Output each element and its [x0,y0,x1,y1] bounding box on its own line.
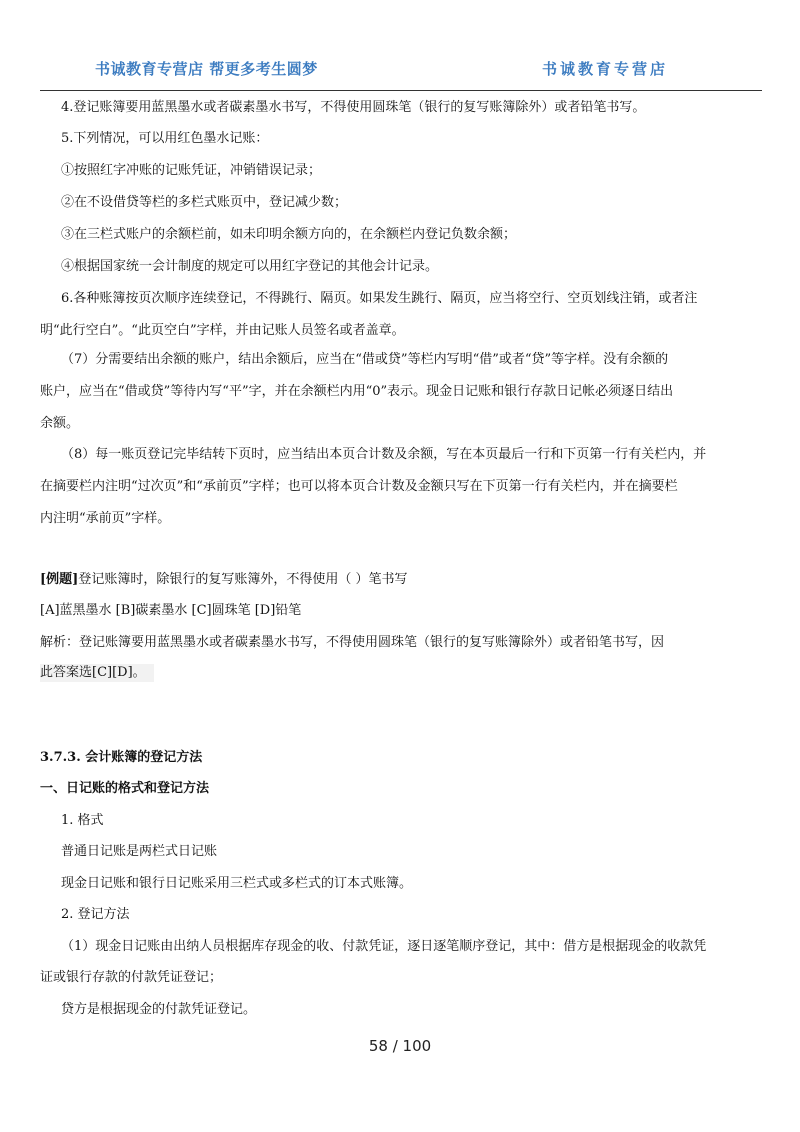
header-store-name: 书诚教育专营店 [542,60,669,78]
format-text-2: 现金日记账和银行日记账采用三栏式或多栏式的订本式账簿。 [61,876,413,891]
rule-line-6a: 6.各种账簿按页次顺序连续登记，不得跳行、隔页。如果发生跳行、隔页，应当将空行、空页划线注销，或者注 [61,291,698,306]
rule-line-7a: （7）分需要结出余额的账户，结出余额后，应当在“借或贷”等栏内写明“借”或者“贷”等字样。没有余额的 [61,352,669,367]
page-header [40,56,762,91]
rule-line-8b: 在摘要栏内注明“过次页”和“承前页”字样；也可以将本页合计数及金额只写在下页第一行有关栏内，并在摘要栏 [40,479,678,494]
method-text-3: 贷方是根据现金的付款凭证登记。 [61,1002,257,1017]
section-subheading: 一、日记账的格式和登记方法 [40,781,210,796]
header-store-slogan: 书诚教育专营店 帮更多考生圆梦 [95,60,318,78]
method-text-2: 证或银行存款的付款凭证登记； [40,970,223,985]
rule-line-4: 4.登记账簿要用蓝黑墨水或者碳素墨水书写，不得使用圆珠笔（银行的复写账簿除外）或者铅笔书写。 [61,100,646,115]
method-label: 2. 登记方法 [61,907,130,922]
red-ink-item-2: ②在不设借贷等栏的多栏式账页中，登记减少数； [61,195,348,210]
format-label: 1. 格式 [61,813,104,828]
example-question-text: 登记账簿时，除银行的复写账簿外，不得使用（ ）笔书写 [78,572,408,587]
example-options: [A]蓝黑墨水 [B]碳素墨水 [C]圆珠笔 [D]铅笔 [40,603,302,618]
red-ink-item-1: ①按照红字冲账的记账凭证，冲销错误记录； [61,163,322,178]
example-analysis-2: 此答案选[C][D]。 [40,664,154,682]
section-heading: 3.7.3. 会计账簿的登记方法 [40,750,203,765]
rule-line-7c: 余额。 [40,416,80,431]
rule-line-8a: （8）每一账页登记完毕结转下页时，应当结出本页合计数及余额，写在本页最后一行和下页第一行有关栏内，并 [61,447,707,462]
page-number: 58 / 100 [368,1037,432,1055]
red-ink-item-3: ③在三栏式账户的余额栏前，如未印明余额方向的，在余额栏内登记负数余额； [61,227,517,242]
method-text-1: （1）现金日记账由出纳人员根据库存现金的收、付款凭证，逐日逐笔顺序登记，其中：借方是根据现金的收款凭 [61,939,707,954]
format-text-1: 普通日记账是两栏式日记账 [61,844,218,859]
example-tag: [例题] [40,572,79,587]
rule-line-8c: 内注明“承前页”字样。 [40,511,171,526]
red-ink-item-4: ④根据国家统一会计制度的规定可以用红字登记的其他会计记录。 [61,259,439,274]
rule-line-7b: 账户，应当在“借或贷”等待内写“平”字，并在余额栏内用“0”表示。现金日记账和银行存款日记帐必须逐日结出 [40,384,674,399]
rule-line-6b: 明“此行空白”。“此页空白”字样，并由记账人员签名或者盖章。 [40,323,405,338]
example-analysis-1: 解析：登记账簿要用蓝黑墨水或者碳素墨水书写，不得使用圆珠笔（银行的复写账簿除外）或者铅笔书写，因 [40,635,665,650]
rule-line-5: 5.下列情况，可以用红色墨水记账： [61,131,269,146]
example-question [40,571,407,589]
